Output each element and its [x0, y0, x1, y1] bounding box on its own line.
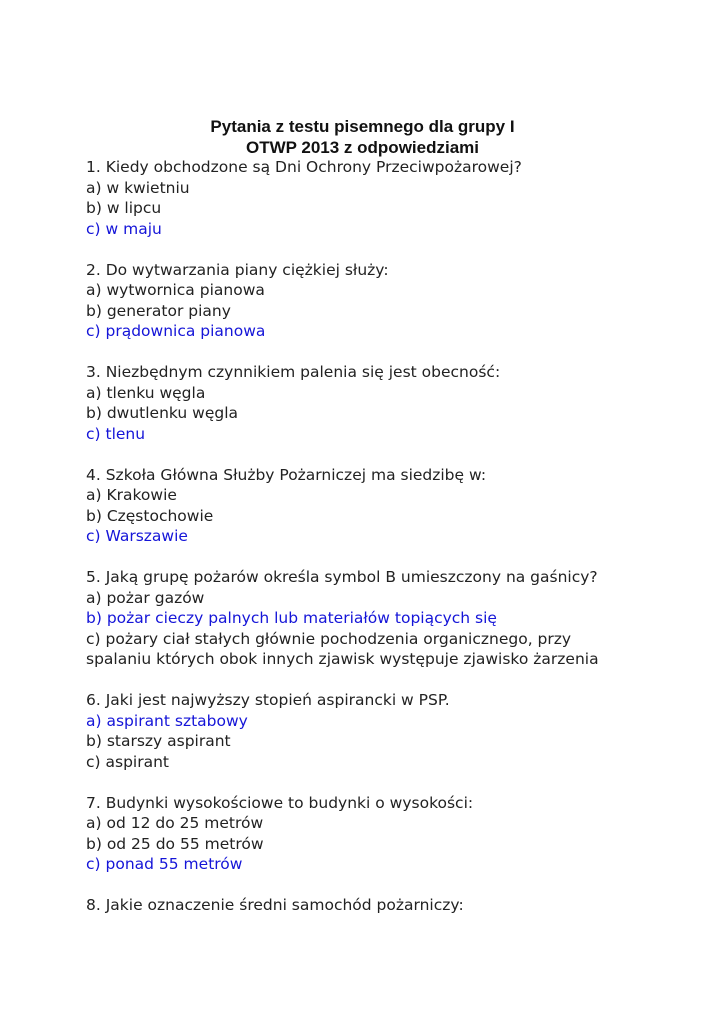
- question-text: 2. Do wytwarzania piany ciężkiej służy:: [86, 260, 389, 279]
- question-block: [86, 567, 706, 670]
- answer-option-correct: c) prądownica pianowa: [86, 322, 266, 340]
- answer-option: b) w lipcu: [86, 199, 162, 217]
- question-block: [86, 895, 706, 916]
- answer-option: b) dwutlenku węgla: [86, 404, 239, 422]
- question-text: 5. Jaką grupę pożarów określa symbol B umieszczony na gaśnicy?: [86, 568, 598, 586]
- answer-option-correct: c) tlenu: [86, 424, 146, 443]
- answer-option: b) od 25 do 55 metrów: [86, 834, 264, 853]
- answer-option: a) w kwietniu: [86, 178, 190, 197]
- document-title-line-1: Pytania z testu pisemnego dla grupy I: [210, 117, 515, 136]
- question-block: [86, 260, 706, 342]
- answer-option: a) Krakowie: [86, 486, 177, 504]
- question-text: 1. Kiedy obchodzone są Dni Ochrony Przeciwpożarowej?: [86, 158, 522, 176]
- answer-option: a) od 12 do 25 metrów: [86, 814, 264, 832]
- question-text: 8. Jakie oznaczenie średni samochód pożarniczy:: [86, 896, 464, 914]
- answer-option-correct: a) aspirant sztabowy: [86, 711, 248, 730]
- answer-option: spalaniu których obok innych zjawisk występuje zjawisko żarzenia: [86, 650, 599, 668]
- answer-option: a) pożar gazów: [86, 588, 205, 607]
- answer-option: c) aspirant: [86, 752, 169, 771]
- question-text: 4. Szkoła Główna Służby Pożarniczej ma siedzibę w:: [86, 465, 487, 484]
- answer-option: a) tlenku węgla: [86, 383, 206, 402]
- answer-option-correct: b) pożar cieczy palnych lub materiałów topiących się: [86, 609, 497, 627]
- answer-option: b) starszy aspirant: [86, 732, 231, 750]
- question-text: 6. Jaki jest najwyższy stopień aspirancki w PSP.: [86, 691, 450, 709]
- question-text: 3. Niezbędnym czynnikiem palenia się jest obecność:: [86, 363, 501, 381]
- question-block: [86, 362, 706, 444]
- answer-option: b) generator piany: [86, 301, 231, 320]
- document-title-line-2: OTWP 2013 z odpowiedziami: [245, 138, 479, 157]
- question-block: [86, 690, 706, 772]
- answer-option-correct: c) ponad 55 metrów: [86, 855, 243, 873]
- question-block: [86, 157, 706, 239]
- answer-option: c) pożary ciał stałych głównie pochodzenia organicznego, przy: [86, 629, 572, 648]
- question-block: [86, 465, 706, 547]
- question-block: [86, 793, 706, 875]
- question-text: 7. Budynki wysokościowe to budynki o wysokości:: [86, 793, 474, 812]
- answer-option-correct: c) Warszawie: [86, 527, 188, 545]
- answer-option-correct: c) w maju: [86, 219, 162, 238]
- answer-option: b) Częstochowie: [86, 506, 214, 525]
- answer-option: a) wytwornica pianowa: [86, 281, 265, 299]
- question-list: [86, 157, 706, 936]
